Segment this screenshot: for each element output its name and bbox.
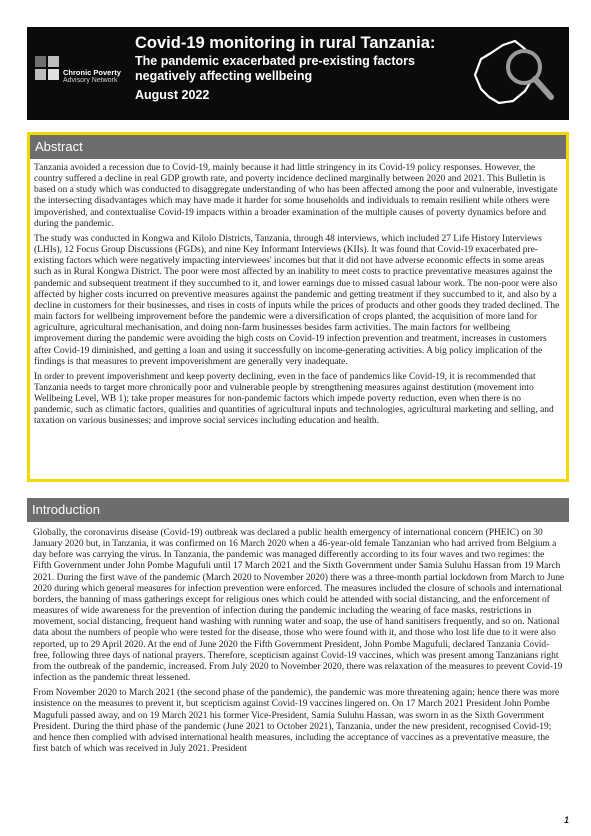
tanzania-map-magnifier-icon (469, 35, 559, 113)
introduction-paragraph: From November 2020 to March 2021 (the second phase of the pandemic), the pandemic was more threatening again; hence there was more insistence on the measures to prevent it, but scepticism against Covid-19 vaccines lingered on. On 17 March 2021 President John Pombe Magufuli passed away, and on 19 March 2021 his former Vice-President, Samia Suluhu Hassan, was sworn in as the Sixth Government President. During the third phase of the pandemic (June 2021 to October 2021), Tanzania, under the new president, recognised Covid-19; and hence then complied with advised international health measures, including the acceptance of vaccines as a preventative measure, the first batch of which was received in July 2021. President (33, 688, 560, 754)
page-subtitle-line1: The pandemic exacerbated pre-existing factors (135, 54, 415, 68)
introduction-heading: Introduction (27, 498, 569, 522)
abstract-section (27, 132, 569, 482)
page-number: 1 (563, 815, 569, 825)
logo-subname: Advisory Network (63, 77, 118, 84)
introduction-body (33, 528, 565, 759)
logo-name: Chronic Poverty (63, 68, 121, 77)
title-block (135, 33, 475, 103)
abstract-paragraph: Tanzania avoided a recession due to Covid-19, mainly because it had little stringency in its Covid-19 policy responses. However, the country suffered a decline in real GDP growth rate, and poverty incidence declined marginally between 2020 and 2021. This Bulletin is based on a study which was conducted to disaggregate understanding of who has been affected among the poor and vulnerable, investigate the intersecting disadvantages which may have made it harder for some households and individuals to remain resilient while others were impoverished, and contextualise Covid-19 impacts within a broader examination of the multiple causes of poverty dynamics before and during the pandemic. (34, 163, 558, 229)
page-subtitle-line2: negatively affecting wellbeing (135, 69, 313, 83)
header-banner (27, 27, 569, 120)
abstract-paragraph: In order to prevent impoverishment and keep poverty declining, even in the face of pandemics like Covid-19, it is recommended that Tanzania needs to target more chronically poor and vulnerable people by strengthening measures against destitution (movement into Wellbeing Level, WB 1); take proper measures for non-pandemic factors which impede poverty reduction, even when there is no pandemic, such as climatic factors, qualities and quantities of agricultural inputs and technologies, agricultural marketing and selling, and taxation on various businesses; and improve social services including education and health. (34, 371, 554, 427)
cpan-logo (35, 56, 145, 92)
abstract-heading: Abstract (30, 135, 566, 159)
introduction-paragraph: Globally, the coronavirus disease (Covid-19) outbreak was declared a public health emergency of international concern (PHEIC) on 30 January 2020 but, in Tanzania, it was confirmed on 16 March 2020 when a 46-year-old female Tanzanian who had arrived from Belgium a day before was carrying the virus. In Tanzania, the pandemic was managed differently according to its four waves and two regimes: the Fifth Government under John Pombe Magufuli until 17 March 2021 and the Sixth Government under Samia Suluhu Hassan from 19 March 2021. During the first wave of the pandemic (March 2020 to November 2020) there was a three-month partial lockdown from March to June 2020 during which general measures for infection prevention were enforced. The measures included the closure of schools and international borders, the banning of mass gatherings except for religious ones which could be attended with social distancing, and the enforcement of measures of wide awareness for the prevention of infection during the pandemic including the wearing of face masks, restrictions in movement, social distancing, frequent hand washing with running water and soap, the use of hand sanitisers frequently, and so on. National data about the numbers of people who were tested for the disease, those who were found with it, and those who lost life due to it were also reported, up to 29 April 2020. At the end of June 2020 the Fifth Government President, John Pombe Magufuli, declared Tanzania Covid-free, following three days of national prayers. Therefore, scepticism against Covid-19 vaccines, which was present among Tanzanians right from the outbreak of the pandemic, increased. From July 2020 to November 2020, there was relaxation of the measures to prevent Covid-19 infection as the pandemic threat lessened. (33, 528, 565, 684)
abstract-body (30, 159, 566, 428)
logo-mark-icon (35, 56, 59, 80)
publication-date: August 2022 (135, 88, 210, 102)
abstract-paragraph: The study was conducted in Kongwa and Kilolo Districts, Tanzania, through 48 interviews, which included 27 Life History Interviews (LHIs), 12 Focus Group Discussions (FGDs), and nine Key Informant Interviews (KIIs). It was found that Covid-19 exacerbated pre-existing factors which were negatively impacting interviewees' incomes but that it did not have adverse economic effects in some areas such as in Rural Kongwa District. The poor were most affected by an inability to meet costs to practice preventative measures against the pandemic and subsequent treatment if they succumbed to it, and lower earnings due to missed casual labour work. The non-poor were also affected by higher costs incurred on preventive measures against the pandemic and getting treatment if they succumbed to it, and also by a decline in customers for their businesses, and rises in costs of inputs while the prices of products and other goods they traded declined. The main factors for wellbeing improvement before the pandemic were a diversification of crops planted, the acquisition of more land for agriculture, agricultural mechanisation, and doing non-farm businesses besides farm activities. The main factors for wellbeing improvement during the pandemic were avoiding the high costs on Covid-19 infection prevention and treatment, increases in customers after Covid-19 diminished, and getting a loan and using it successfully on income-generating activities. A big policy implication of the findings is that measures to prevent impoverishment are generally very inadequate. (34, 233, 560, 367)
page-title: Covid-19 monitoring in rural Tanzania: (135, 34, 436, 52)
